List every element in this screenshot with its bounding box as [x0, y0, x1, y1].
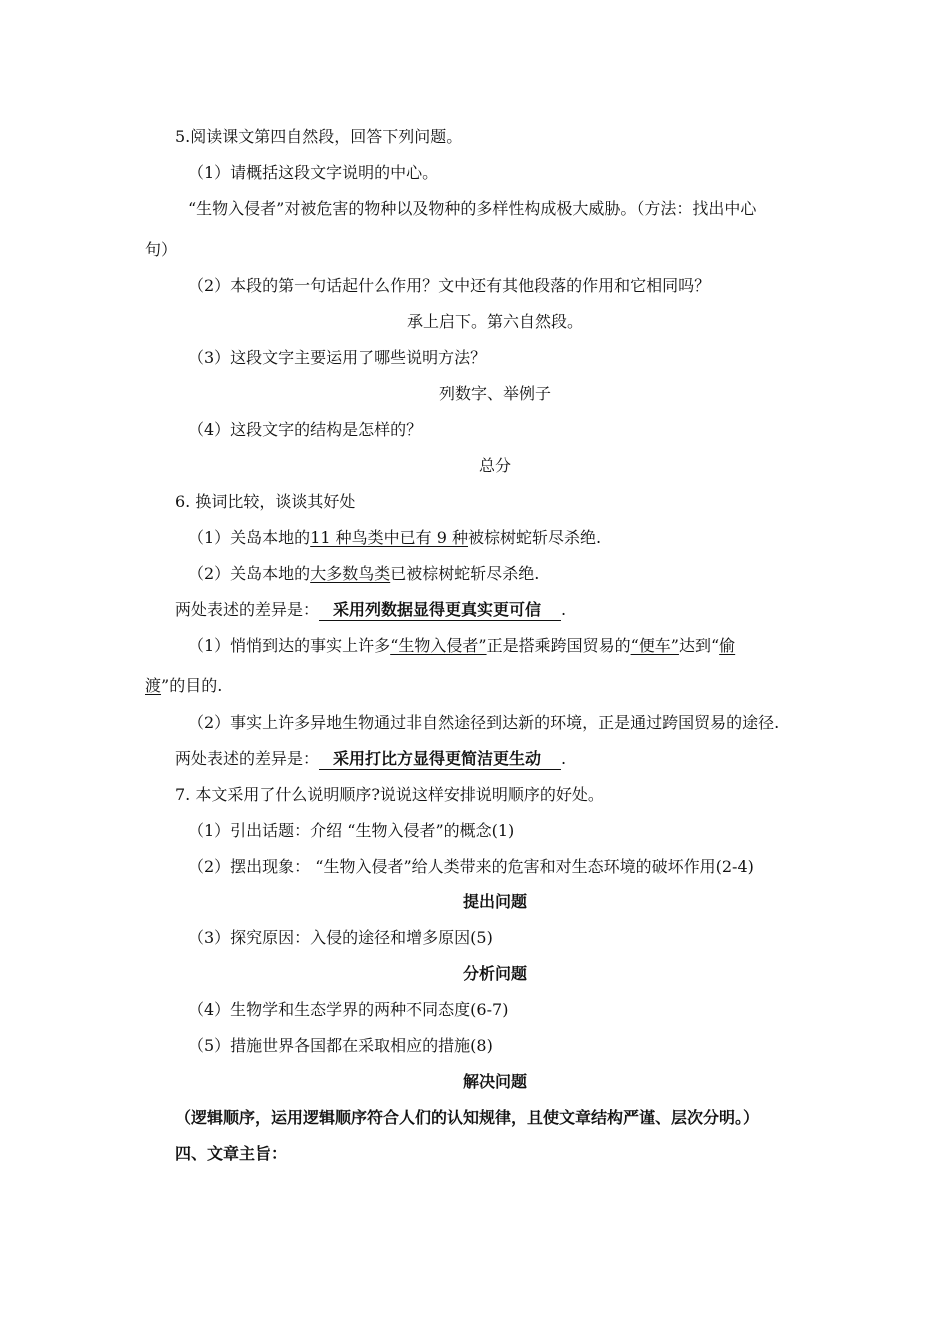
q7-item-3: （3）探究原因：入侵的途径和增多原因(5)	[188, 928, 493, 947]
q5-answer-1-line1: “生物入侵者”对被危害的物种以及物种的多样性构成极大威胁。（方法：找出中心	[188, 199, 757, 218]
q5-prompt-1: （1）请概括这段文字说明的中心。	[188, 163, 439, 182]
q5-prompt-3: （3）这段文字主要运用了哪些说明方法？	[188, 348, 487, 367]
q7-summary: （逻辑顺序，运用逻辑顺序符合人们的认知规律，且使文章结构严谨、层次分明。）	[175, 1108, 760, 1127]
q6-difference-1: 两处表述的差异是： 采用列数据显得更真实更可信 .	[175, 600, 567, 619]
q5-title: 5.阅读课文第四自然段，回答下列问题。	[175, 127, 463, 146]
q6-sentence-2: （2）关岛本地的大多数鸟类已被棕树蛇斩尽杀绝.	[188, 564, 540, 583]
q5-answer-2: 承上启下。第六自然段。	[406, 312, 583, 331]
q7-title: 7. 本文采用了什么说明顺序?说说这样安排说明顺序的好处。	[175, 785, 604, 804]
q6-title: 6. 换词比较，谈谈其好处	[175, 492, 356, 511]
underlined-phrase: 11 种鸟类中已有 9 种	[310, 528, 468, 547]
answer-blank: 采用打比方显得更简洁更生动	[319, 749, 561, 770]
q7-item-4: （4）生物学和生态学界的两种不同态度(6-7)	[188, 1000, 509, 1019]
q6-sentence-4: （2）事实上许多异地生物通过非自然途径到达新的环境，正是通过跨国贸易的途径.	[188, 713, 780, 732]
q7-heading-2: 分析问题	[462, 964, 527, 983]
answer-blank: 采用列数据显得更真实更可信	[319, 600, 561, 621]
q5-prompt-2: （2）本段的第一句话起什么作用？文中还有其他段落的作用和它相同吗？	[188, 276, 711, 295]
underlined-phrase: 偷	[719, 636, 736, 655]
q6-sentence-1: （1）关岛本地的11 种鸟类中已有 9 种被棕树蛇斩尽杀绝.	[188, 528, 602, 547]
q5-prompt-4: （4）这段文字的结构是怎样的？	[188, 420, 423, 439]
q6-difference-2: 两处表述的差异是： 采用打比方显得更简洁更生动 .	[175, 749, 567, 768]
q7-heading-3: 解决问题	[462, 1072, 527, 1091]
underlined-phrase: “生物入侵者”	[390, 636, 487, 655]
q7-heading-1: 提出问题	[462, 892, 527, 911]
section-4-heading: 四、文章主旨：	[175, 1144, 288, 1163]
q6-sentence-3-line2: 渡”的目的.	[145, 676, 223, 695]
q5-answer-3: 列数字、举例子	[438, 384, 551, 403]
underlined-phrase: 渡	[145, 676, 162, 695]
q5-answer-1-line2: 句）	[145, 240, 178, 259]
q7-item-5: （5）措施世界各国都在采取相应的措施(8)	[188, 1036, 493, 1055]
q6-sentence-3-line1: （1）悄悄到达的事实上许多“生物入侵者”正是搭乘跨国贸易的“便车”达到“偷	[188, 636, 736, 655]
q5-answer-4: 总分	[478, 456, 511, 475]
q7-item-2: （2）摆出现象： “生物入侵者”给人类带来的危害和对生态环境的破坏作用(2-4)	[188, 857, 754, 876]
underlined-phrase: “便车”	[630, 636, 679, 655]
q7-item-1: （1）引出话题：介绍 “生物入侵者”的概念(1)	[188, 821, 515, 840]
underlined-phrase: 大多数鸟类	[310, 564, 391, 583]
